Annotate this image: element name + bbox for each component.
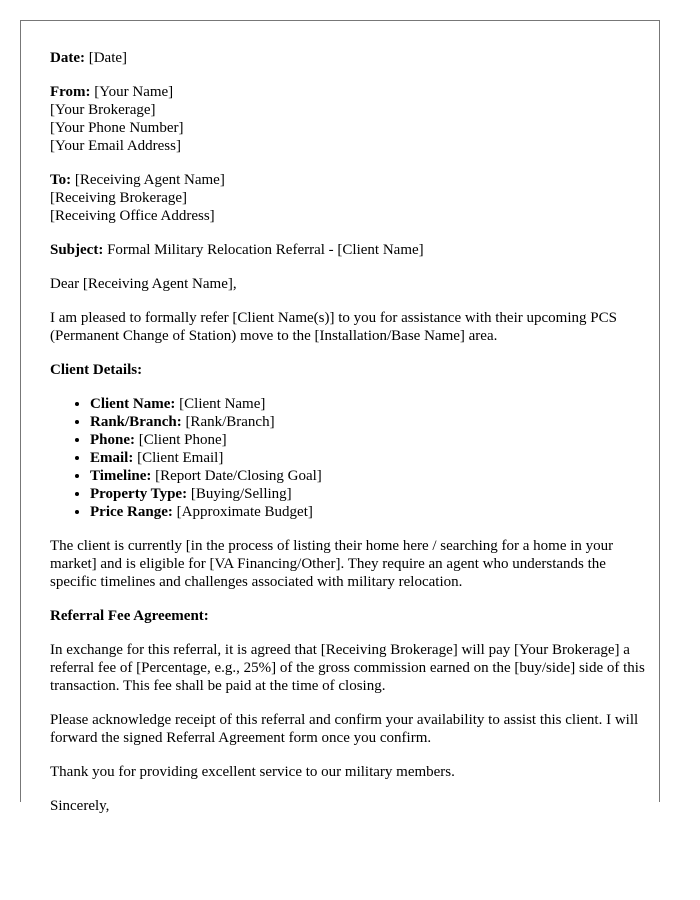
date-value: [Date] — [88, 50, 128, 66]
detail-value: [Rank/Branch] — [185, 414, 275, 430]
from-label: From: — [50, 84, 91, 100]
detail-value: [Client Email] — [137, 450, 224, 466]
to-address: [Receiving Office Address] — [50, 208, 215, 224]
detail-label: Rank/Branch: — [90, 414, 182, 430]
list-item — [90, 467, 646, 485]
from-block — [50, 83, 646, 155]
detail-value: [Report Date/Closing Goal] — [155, 468, 322, 484]
client-details-list — [50, 395, 646, 521]
salutation: Dear [Receiving Agent Name], — [50, 276, 237, 292]
to-line-name — [50, 171, 646, 189]
fee-paragraph: In exchange for this referral, it is agreed that [Receiving Brokerage] will pay [Your Brokerage] a referral fee of [Percentage, e.g., 25%] of the gross commission earned on the [buy/side] side of this transaction. This fee shall be paid at the time of closing. — [50, 642, 645, 694]
to-label: To: — [50, 172, 72, 188]
letter-frame — [20, 20, 660, 814]
detail-value: [Approximate Budget] — [176, 504, 313, 520]
detail-label: Client Name: — [90, 396, 176, 412]
closing: Sincerely, — [50, 798, 110, 814]
thanks-paragraph: Thank you for providing excellent service to our military members. — [50, 764, 455, 780]
from-email: [Your Email Address] — [50, 138, 181, 154]
detail-label: Price Range: — [90, 504, 173, 520]
client-details-heading: Client Details: — [50, 362, 143, 378]
list-item — [90, 449, 646, 467]
letter-content — [50, 49, 646, 831]
list-item — [90, 485, 646, 503]
date-label: Date: — [50, 50, 85, 66]
detail-label: Phone: — [90, 432, 135, 448]
detail-value: [Client Name] — [179, 396, 266, 412]
detail-value: [Buying/Selling] — [190, 486, 292, 502]
detail-label: Email: — [90, 450, 134, 466]
to-brokerage: [Receiving Brokerage] — [50, 190, 188, 206]
list-item — [90, 431, 646, 449]
fee-heading: Referral Fee Agreement: — [50, 608, 209, 624]
from-phone: [Your Phone Number] — [50, 120, 184, 136]
to-block — [50, 171, 646, 225]
date-line — [50, 49, 646, 67]
client-status-paragraph: The client is currently [in the process of listing their home here / searching for a home in your market] and is eligible for [VA Financing/Other]. They require an agent who understands the specific timelines and challenges associated with military relocation. — [50, 538, 614, 590]
subject-line — [50, 241, 646, 259]
intro-paragraph: I am pleased to formally refer [Client Name(s)] to you for assistance with their upcoming PCS (Permanent Change of Station) move to the [Installation/Base Name] area. — [50, 310, 617, 344]
list-item — [90, 395, 646, 413]
from-line-name — [50, 83, 646, 101]
subject-value: Formal Military Relocation Referral - [Client Name] — [107, 242, 424, 258]
subject-label: Subject: — [50, 242, 104, 258]
to-agent: [Receiving Agent Name] — [74, 172, 225, 188]
list-item — [90, 413, 646, 431]
detail-label: Property Type: — [90, 486, 188, 502]
list-item — [90, 503, 646, 521]
detail-value: [Client Phone] — [138, 432, 227, 448]
from-name: [Your Name] — [94, 84, 174, 100]
from-brokerage: [Your Brokerage] — [50, 102, 156, 118]
acknowledge-paragraph: Please acknowledge receipt of this referral and confirm your availability to assist this client. I will forward the signed Referral Agreement form once you confirm. — [50, 712, 639, 746]
detail-label: Timeline: — [90, 468, 152, 484]
